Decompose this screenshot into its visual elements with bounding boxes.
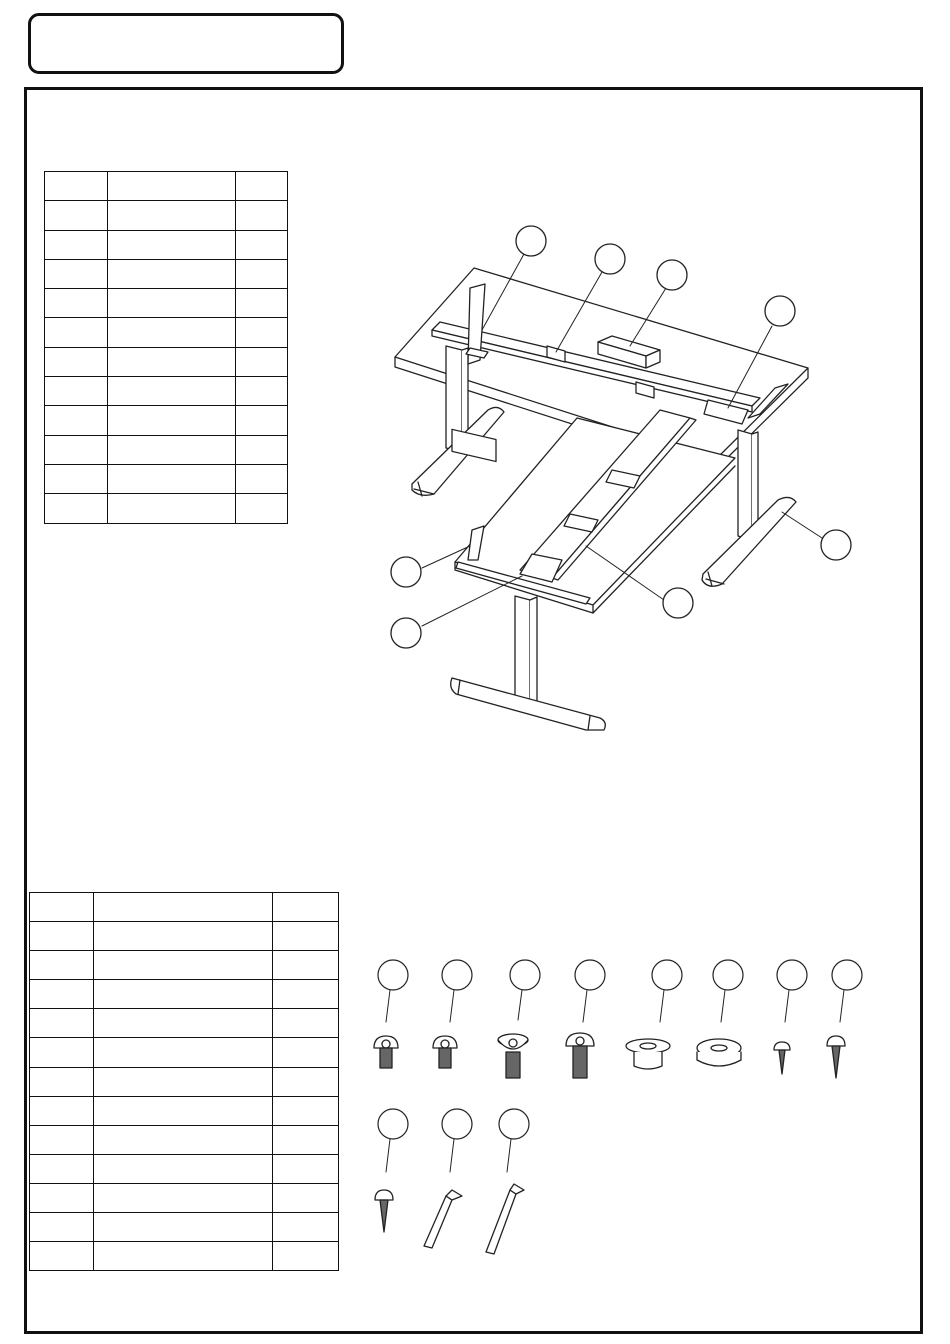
bushing-icon — [626, 1039, 670, 1069]
callout-circle — [575, 960, 605, 990]
callout-circle — [713, 960, 743, 990]
callout-circle — [391, 557, 421, 587]
callout-circle — [652, 960, 682, 990]
return-leg — [451, 596, 606, 730]
callout-circle — [821, 530, 851, 560]
wood-screw-icon — [774, 1042, 790, 1074]
countersunk-bolt-icon — [498, 1034, 528, 1078]
washer-icon — [697, 1039, 741, 1066]
callout-circle — [765, 296, 795, 326]
allen-key-small-icon — [424, 1190, 462, 1248]
callout-circle — [832, 960, 862, 990]
bolt-short-icon — [433, 1036, 457, 1068]
bolt-long-icon — [566, 1033, 594, 1078]
callout-circle — [595, 244, 625, 274]
callout-circle — [510, 960, 540, 990]
callout-circle — [663, 588, 693, 618]
callout-circle — [391, 618, 421, 648]
callout-circle — [442, 960, 472, 990]
callout-circle — [378, 1109, 408, 1139]
callout-circle — [499, 1109, 529, 1139]
callout-circle — [442, 1109, 472, 1139]
callout-circle — [378, 960, 408, 990]
allen-key-large-icon — [486, 1184, 524, 1254]
wood-screw-icon — [375, 1190, 393, 1232]
callout-circle — [657, 260, 687, 290]
bolt-short-icon — [374, 1036, 398, 1068]
callout-circle — [777, 960, 807, 990]
hardware-leaders — [386, 990, 844, 1172]
wood-screw-icon — [827, 1036, 845, 1078]
callout-circle — [516, 226, 546, 256]
